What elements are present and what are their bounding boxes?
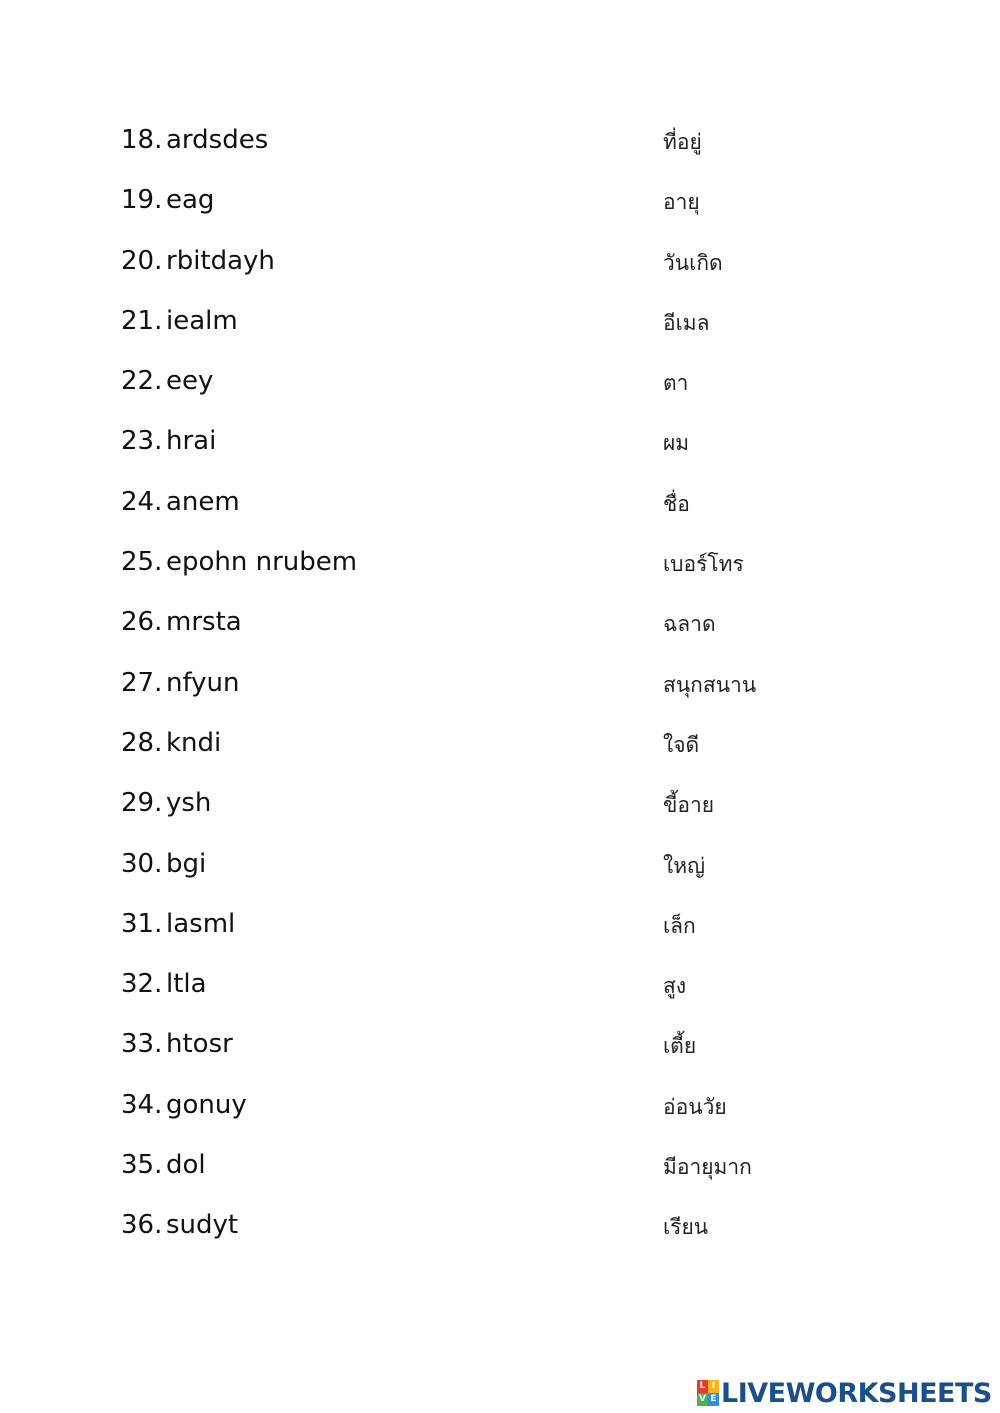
list-item [0, 1014, 1000, 1074]
item-number: 23. [121, 426, 163, 457]
item-number: 32. [121, 969, 163, 1000]
scrambled-word: dol [166, 1150, 206, 1181]
item-number: 25. [121, 547, 163, 578]
scrambled-word: gonuy [166, 1089, 247, 1120]
list-item [0, 1075, 1000, 1135]
list-item [0, 1195, 1000, 1255]
thai-meaning: เรียน [663, 1215, 709, 1240]
word-list [0, 110, 1000, 1256]
thai-meaning: ตา [663, 371, 689, 396]
thai-meaning: วันเกิด [663, 250, 723, 275]
item-number: 24. [121, 486, 163, 517]
thai-meaning: ชื่อ [663, 491, 690, 516]
item-number: 21. [121, 305, 163, 336]
item-number: 22. [121, 366, 163, 397]
item-number: 20. [121, 245, 163, 276]
list-item [0, 231, 1000, 291]
item-number: 36. [121, 1210, 163, 1241]
item-number: 29. [121, 788, 163, 819]
scrambled-word: kndi [166, 727, 222, 758]
scrambled-word: ltla [166, 969, 207, 1000]
item-number: 33. [121, 1029, 163, 1060]
scrambled-word: sudyt [166, 1210, 239, 1241]
scrambled-word: eey [166, 366, 214, 397]
thai-meaning: สูง [663, 974, 687, 999]
scrambled-word: lasml [166, 908, 236, 939]
liveworksheets-brand [697, 1376, 992, 1410]
item-number: 30. [121, 848, 163, 879]
thai-meaning: ฉลาด [663, 612, 716, 637]
scrambled-word: rbitdayh [166, 245, 275, 276]
thai-meaning: เตี้ย [663, 1034, 697, 1059]
thai-meaning: อีเมล [663, 310, 710, 335]
list-item [0, 773, 1000, 833]
logo-tile: I [708, 1380, 719, 1393]
scrambled-word: hrai [166, 426, 217, 457]
thai-meaning: อ่อนวัย [663, 1094, 727, 1119]
logo-tile: E [708, 1393, 719, 1406]
list-item [0, 894, 1000, 954]
list-item [0, 1135, 1000, 1195]
thai-meaning: ใจดี [663, 732, 700, 757]
list-item [0, 532, 1000, 592]
scrambled-word: bgi [166, 848, 207, 879]
item-number: 28. [121, 727, 163, 758]
scrambled-word: eag [166, 185, 215, 216]
scrambled-word: anem [166, 486, 240, 517]
thai-meaning: ขี้อาย [663, 793, 715, 818]
thai-meaning: สนุกสนาน [663, 672, 757, 697]
thai-meaning: เล็ก [663, 913, 696, 938]
item-number: 27. [121, 667, 163, 698]
item-number: 18. [121, 125, 163, 155]
list-item [0, 653, 1000, 713]
scrambled-word: ardsdes [166, 125, 269, 155]
thai-meaning: ที่อยู่ [663, 130, 702, 154]
list-item [0, 592, 1000, 652]
list-item [0, 411, 1000, 471]
thai-meaning: เบอร์โทร [663, 552, 744, 577]
thai-meaning: อายุ [663, 190, 700, 215]
item-number: 19. [121, 185, 163, 216]
list-item [0, 110, 1000, 170]
item-number: 31. [121, 908, 163, 939]
brand-name: LIVEWORKSHEETS [721, 1377, 992, 1409]
list-item [0, 351, 1000, 411]
thai-meaning: ผม [663, 431, 690, 456]
logo-tile: L [697, 1380, 708, 1393]
thai-meaning: ใหญ่ [663, 853, 705, 878]
logo-tile: V [697, 1393, 708, 1406]
scrambled-word: iealm [166, 305, 238, 336]
list-item [0, 834, 1000, 894]
scrambled-word: epohn nrubem [166, 547, 358, 578]
list-item [0, 713, 1000, 773]
item-number: 26. [121, 607, 163, 638]
item-number: 35. [121, 1150, 163, 1181]
list-item [0, 472, 1000, 532]
list-item [0, 291, 1000, 351]
liveworksheets-logo-icon [697, 1380, 719, 1406]
scrambled-word: ysh [166, 788, 212, 819]
scrambled-word: htosr [166, 1029, 233, 1060]
scrambled-word: mrsta [166, 607, 242, 638]
item-number: 34. [121, 1089, 163, 1120]
scrambled-word: nfyun [166, 667, 240, 698]
thai-meaning: มีอายุมาก [663, 1155, 752, 1180]
list-item [0, 954, 1000, 1014]
list-item [0, 170, 1000, 230]
